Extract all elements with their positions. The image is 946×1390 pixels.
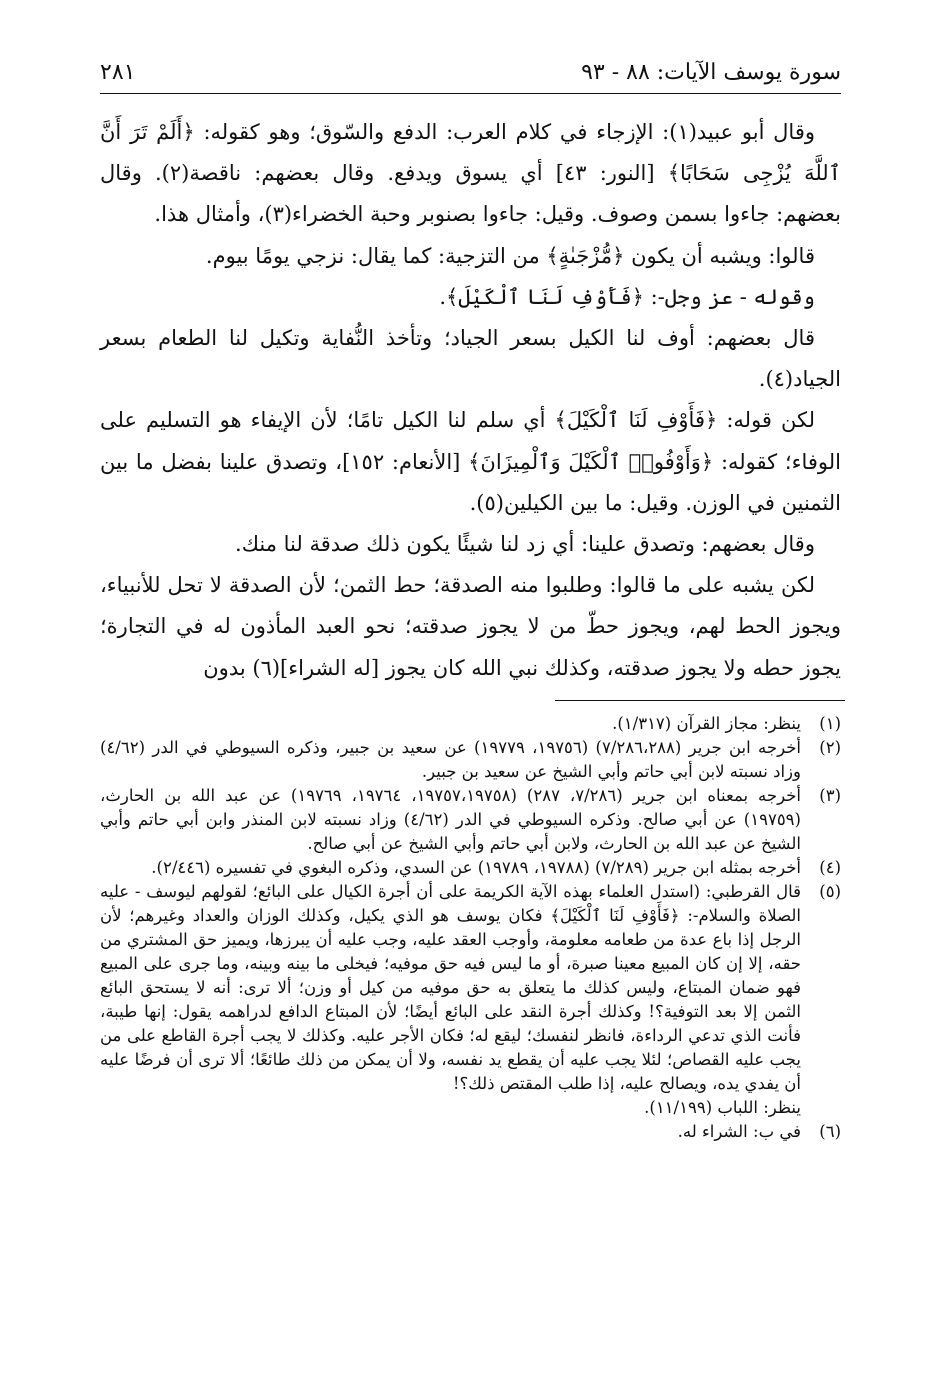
main-text: [100, 112, 841, 689]
footnote-number: (١): [819, 714, 841, 733]
footnote-number: (٥): [819, 882, 841, 901]
footnote-text: ينظر: مجاز القرآن (١/٣١٧).: [612, 714, 801, 733]
footnote-number: (٣): [819, 786, 841, 805]
footnote-text: أخرجه بمعناه ابن جرير (٧/٢٨٦، ٢٨٧) (١٩٧٥٧،١٩٧٥٨، ١٩٧٦٤، ١٩٧٦٩) عن عبد الله بن الحارث، (١٩٧٥٩) عن أبي صالح. وذكره السيوطي في الدر (٤/٦٢) وزاد نسبته لابن المنذر وابن أبي حاتم وأبي الشيخ عن عبد الله بن الحارث، ولابن أبي حاتم وأبي الشيخ عن أبي صالح.: [100, 786, 801, 853]
footnotes: [100, 712, 841, 1144]
footnote-text: ينظر: اللباب (١١/١٩٩).: [644, 1098, 801, 1117]
footnote-text: قال القرطبي: (استدل العلماء بهذه الآية الكريمة على أن أجرة الكيال على البائع؛ لقولهم ليوسف - عليه الصلاة والسلام-: ﴿فَأَوْفِ لَنَا ٱلْكَيْلَ﴾ فكان يوسف هو الذي يكيل، وكذلك الوزان والعداد وغيرهم؛ لأن الرجل إذا باع عدة من طعامه معلومة، وأوجب العقد عليه، وجب عليه أن يبرزها، ويميز حق المشتري من حقه، إلا إن كان المبيع معينا صبرة، أو ما ليس فيه حق موفيه؛ فيخلى ما بينه وبينه، وما جرى على المبيع فهو ضمان المبتاع، وليس كذلك ما يتعلق به حق موفيه من كيل أو وزن؛ ألا ترى: أنه لا يستحق البائع الثمن إلا بعد التوفية؟! وكذلك أجرة النقد على البائع أيضًا؛ لأن المبتاع الدافع لدراهمه يقول: إنها طيبة، فأنت الذي تدعي الرداءة، فانظر لنفسك؛ ليقع له؛ فكان الأجر عليه. وكذلك لا يجب أجرة القاطع على من يجب عليه القصاص؛ لئلا يجب عليه أن يقطع يد نفسه، ولا أن يمكن من ذلك طائعًا؛ ألا ترى أن فرضًا عليه أن يفدي يده، ويصالح عليه، إذا طلب المقتص ذلك؟!: [100, 882, 801, 1093]
footnote-number: [801, 1096, 841, 1120]
footnote-5-reference: [100, 1096, 841, 1120]
page-header: [100, 60, 841, 94]
footnote-number: (٤): [819, 858, 841, 877]
paragraph: وقال بعضهم: وتصدق علينا: أي زد لنا شيئًا يكون ذلك صدقة لنا منك.: [235, 532, 815, 557]
paragraph: لكن يشبه على ما قالوا: وطلبوا منه الصدقة؛ حط الثمن؛ لأن الصدقة لا تحل للأنبياء، ويجوز الحط لهم، ويجوز حطّ من لا يجوز صدقته؛ نحو العبد المأذون له في التجارة؛ يجوز حطه ولا يجوز صدقته، وكذلك نبي الله كان يجوز [له الشراء](٦) بدون: [100, 573, 841, 680]
footnote-number: (٢): [819, 738, 841, 757]
paragraph: وقال أبو عبيد(١): الإزجاء في كلام العرب: الدفع والسّوق؛ وهو كقوله: ﴿أَلَمْ تَرَ أَنَّ ٱللَّهَ يُزْجِى سَحَابًا﴾ [النور: ٤٣] أي يسوق ويدفع. وقال بعضهم: ناقصة(٢). وقال بعضهم: جاءوا بسمن وصوف. وقيل: جاءوا بصنوبر وحبة الخضراء(٣)، وأمثال هذا.: [100, 120, 841, 227]
footnote-text: في ب: الشراء له.: [677, 1122, 801, 1141]
footnote-6: [100, 1120, 841, 1144]
footnote-number: (٦): [819, 1122, 841, 1141]
footnote-5: [100, 880, 841, 1096]
footnote-text: أخرجه ابن جرير (٧/٢٨٦،٢٨٨) (١٩٧٥٦، ١٩٧٧٩) عن سعيد بن جبير، وذكره السيوطي في الدر (٤/٦٢) وزاد نسبته لابن أبي حاتم وأبي الشيخ عن سعيد بن جبير.: [100, 738, 801, 781]
footnote-3: [100, 784, 841, 856]
footnote-1: [100, 712, 841, 736]
paragraph: قالوا: ويشبه أن يكون ﴿مُّزْجَىٰةٍ﴾ من التزجية: كما يقال: نزجي يومًا بيوم.: [205, 243, 815, 268]
footnote-divider: [555, 700, 845, 701]
paragraph: لكن قوله: ﴿فَأَوْفِ لَنَا ٱلْكَيْلَ﴾ أي سلم لنا الكيل تامًا؛ لأن الإيفاء هو التسليم على الوفاء؛ كقوله: ﴿وَأَوْفُوا۟ ٱلْكَيْلَ وَٱلْمِيزَانَ﴾ [الأنعام: ١٥٢]، وتصدق علينا بفضل ما بين الثمنين في الوزن. وقيل: ما بين الكيلين(٥).: [100, 408, 841, 515]
footnote-2: [100, 736, 841, 784]
footnote-4: [100, 856, 841, 880]
footnote-text: أخرجه بمثله ابن جرير (٧/٢٨٩) (١٩٧٨٨، ١٩٧٨٩) عن السدي، وذكره البغوي في تفسيره (٢/٤٤٦).: [151, 858, 801, 877]
paragraph: وقوله - عز وجل-: ﴿فَأَوْفِ لَنَا ٱلْكَيْلَ﴾.: [439, 284, 815, 309]
page-number: ٢٨١: [100, 60, 136, 85]
header-divider: [100, 93, 841, 94]
surah-verses-title: سورة يوسف الآيات: ٨٨ - ٩٣: [581, 60, 841, 85]
paragraph: قال بعضهم: أوف لنا الكيل بسعر الجياد؛ وتأخذ النُّفاية وتكيل لنا الطعام بسعر الجياد(٤).: [100, 326, 841, 392]
